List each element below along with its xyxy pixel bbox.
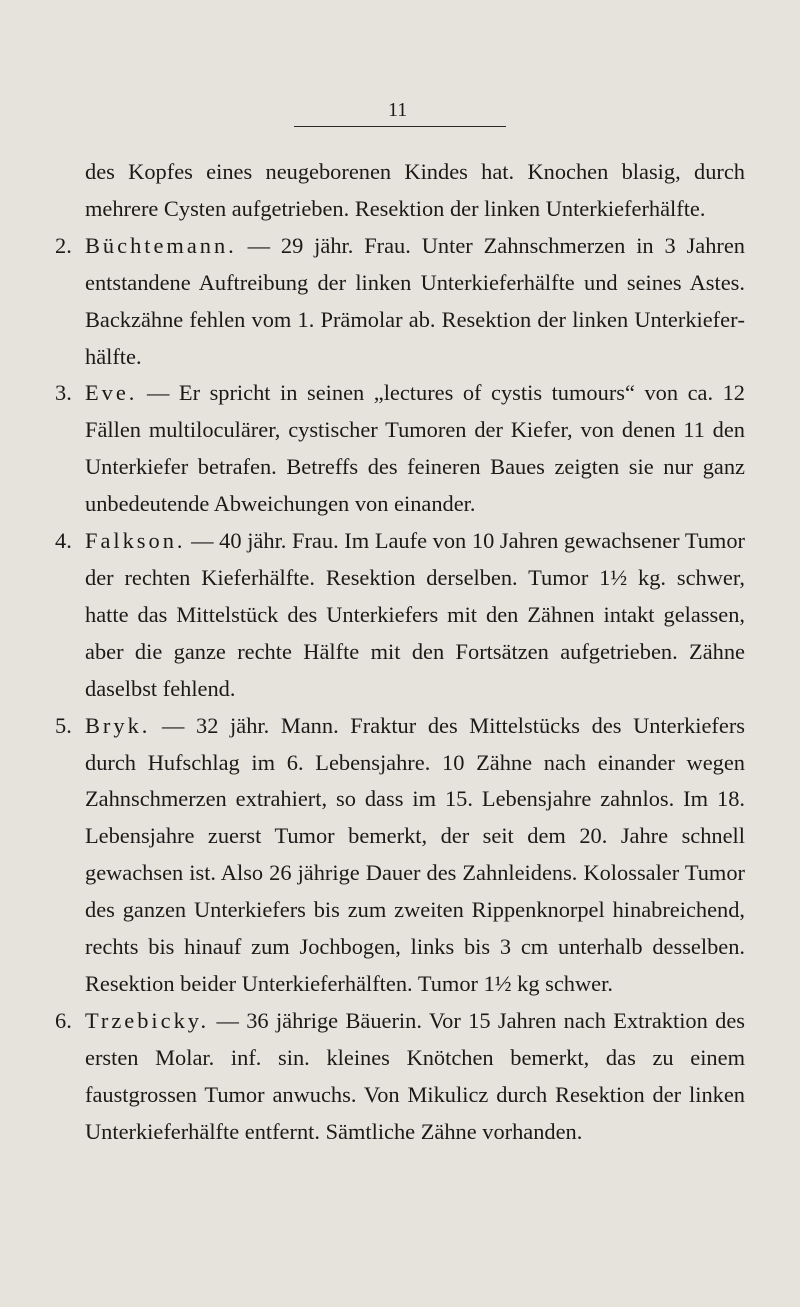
case-entry-6: [55, 1003, 745, 1151]
entry-body: [85, 523, 745, 708]
page-number: 11: [388, 99, 408, 121]
case-entry-3: [55, 375, 745, 523]
page-header: [0, 98, 800, 128]
entry-author: Büchtemann.: [85, 232, 237, 258]
entry-body: [85, 375, 745, 523]
entry-author: Bryk.: [85, 712, 151, 738]
entry-body: [85, 708, 745, 1003]
body-text: [55, 154, 745, 1150]
case-entry-2: [55, 228, 745, 376]
entry-number: 6.: [55, 1007, 72, 1033]
entry-text: — 29 jähr. Frau. Unter Zahnschmerzen in 3 Jahren entstandene Auftreibung der linken Unterkieferhälfte und seines Astes. Backzähne fehlen vom 1. Prämolar ab. Resektion der linken Unterkieferhälfte.: [85, 232, 745, 369]
entry-body: [85, 228, 745, 376]
case-entry-5: [55, 708, 745, 1003]
case-entry-4: [55, 523, 745, 708]
entry-number: 5.: [55, 712, 72, 738]
entry-text: — 32 jähr. Mann. Fraktur des Mittelstücks des Unterkiefers durch Hufschlag im 6. Lebensjahre. 10 Zähne nach einander wegen Zahnschmerzen extrahiert, so dass im 15. Lebensjahre zahnlos. Im 18. Lebensjahre zuerst Tumor bemerkt, der seit dem 20. Jahre schnell gewachsen ist. Also 26 jährige Dauer des Zahnleidens. Kolossaler Tumor des ganzen Unterkiefers bis zum zweiten Rippenknorpel hinabreichend, rechts bis hinauf zum Jochbogen, links bis 3 cm unterhalb desselben. Resektion beider Unterkieferhälften. Tumor 1½ kg schwer.: [85, 712, 745, 996]
entry-text: — 40 jähr. Frau. Im Laufe von 10 Jahren gewachsener Tumor der rechten Kieferhälfte. Resektion derselben. Tumor 1½ kg. schwer, hatte das Mittelstück des Unterkiefers mit den Zähnen intakt gelassen, aber die ganze rechte Hälfte mit den Fortsätzen aufgetrieben. Zähne daselbst fehlend.: [85, 528, 745, 701]
intro-paragraph: des Kopfes eines neugeborenen Kindes hat. Knochen blasig, durch mehrere Cysten aufgetrieben. Resektion der linken Unterkieferhälfte.: [85, 159, 745, 221]
entry-number: 3.: [55, 380, 72, 406]
entry-text: — 36 jährige Bäuerin. Vor 15 Jahren nach Extraktion des ersten Molar. inf. sin. kleines Knötchen bemerkt, das zu einem faustgrossen Tumor anwuchs. Von Mikulicz durch Resektion der linken Unterkieferhälfte entfernt. Sämtliche Zähne vorhanden.: [85, 1007, 745, 1144]
entry-author: Trzebicky.: [85, 1007, 210, 1033]
header-rule: [294, 126, 506, 127]
entry-number: 2.: [55, 232, 72, 258]
entry-author: Falkson.: [85, 528, 186, 554]
entry-author: Eve.: [85, 380, 138, 406]
entry-number: 4.: [55, 528, 72, 554]
entry-body: [85, 1003, 745, 1151]
entry-text: — Er spricht in seinen „lectures of cystis tumours“ von ca. 12 Fällen multiloculärer, cystischer Tumoren der Kiefer, von denen 11 den Unterkiefer betrafen. Betreffs des feineren Baues zeigten sie nur ganz unbedeutende Abweichungen von einander.: [85, 380, 745, 517]
